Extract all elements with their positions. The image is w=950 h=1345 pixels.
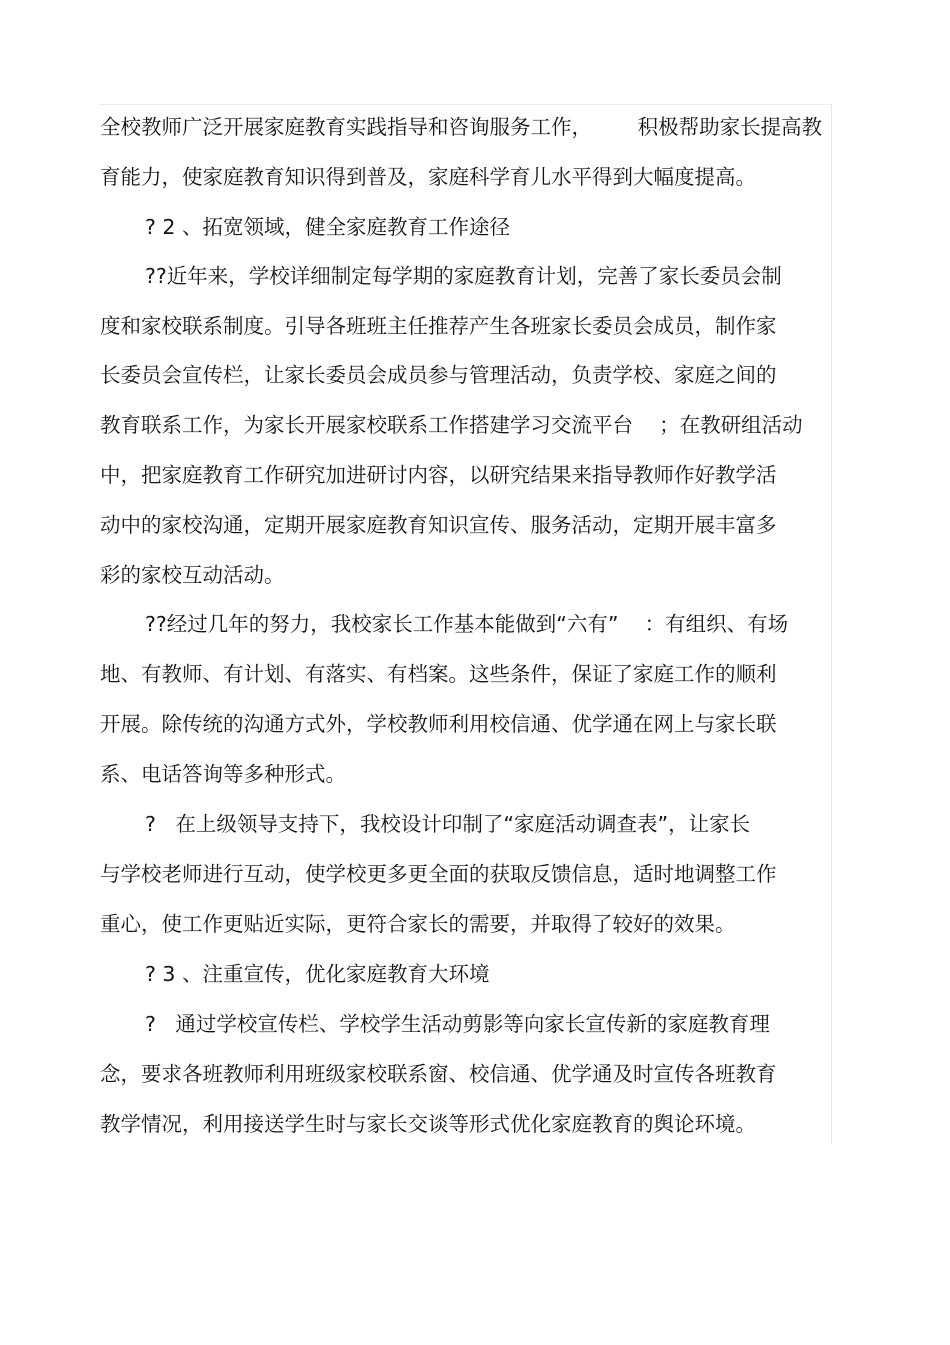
text-line-4: ??近年来，学校详细制定每学期的家庭教育计划，完善了家长委员会制 [145,264,782,288]
text-line-10: 彩的家校互动活动。 [100,563,285,587]
text-line-6: 长委员会宣传栏，让家长委员会成员参与管理活动，负责学校、家庭之间的 [100,363,777,387]
section-heading-3: ? 3 、注重宣传，优化家庭教育大环境 [145,962,490,986]
text-line-1: 全校教师广泛开展家庭教育实践指导和咨询服务工作， 积极帮助家长提高教 [100,115,823,139]
text-line-13: 开展。除传统的沟通方式外，学校教师利用校信通、优学通在网上与家长联 [100,712,777,736]
text-line-17: 重心，使工作更贴近实际，更符合家长的需要，并取得了较好的效果。 [100,912,736,936]
text-line-14: 系、电话答询等多种形式。 [100,762,346,786]
text-line-9: 动中的家校沟通，定期开展家庭教育知识宣传、服务活动，定期开展丰富多 [100,513,777,537]
text-line-7: 教育联系工作，为家长开展家校联系工作搭建学习交流平台 ；在教研组活动 [100,413,803,437]
section-heading-2: ? 2 、拓宽领域，健全家庭教育工作途径 [145,215,510,239]
text-line-12: 地、有教师、有计划、有落实、有档案。这些条件，保证了家庭工作的顺利 [100,662,777,686]
text-line-20: 念，要求各班教师利用班级家校联系窗、校信通、优学通及时宣传各班教育 [100,1062,777,1086]
text-line-5: 度和家校联系制度。引导各班班主任推荐产生各班家长委员会成员，制作家 [100,314,777,338]
text-line-2: 育能力，使家庭教育知识得到普及，家庭科学育儿水平得到大幅度提高。 [100,165,756,189]
text-line-16: 与学校老师进行互动，使学校更多更全面的获取反馈信息，适时地调整工作 [100,862,777,886]
text-line-15: ? 在上级领导支持下，我校设计印制了“家庭活动调查表”，让家长 [145,812,751,836]
text-line-19: ? 通过学校宣传栏、学校学生活动剪影等向家长宣传新的家庭教育理 [145,1012,770,1036]
text-line-8: 中，把家庭教育工作研究加进研讨内容，以研究结果来指导教师作好教学活 [100,463,777,487]
text-line-21: 教学情况，利用接送学生时与家长交谈等形式优化家庭教育的舆论环境。 [100,1112,756,1136]
text-line-11: ??经过几年的努力，我校家长工作基本能做到“六有” ：有组织、有场 [145,612,789,636]
